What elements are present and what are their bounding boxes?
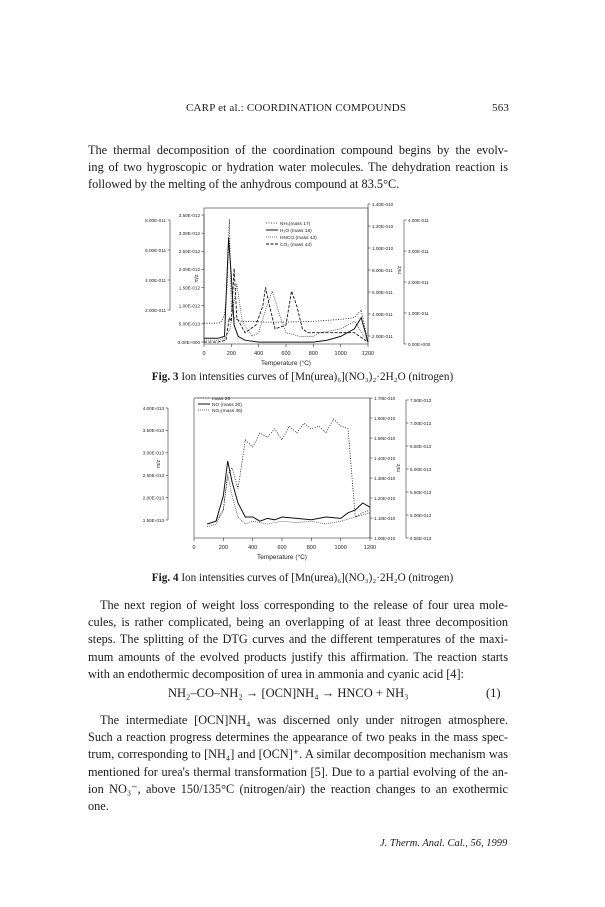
fig4-x-tick-label: 600 <box>277 545 287 551</box>
fig4-x-tick-label: 1200 <box>363 545 377 551</box>
fig4-x-tick-label: 0 <box>192 545 196 551</box>
fig4-series-line <box>207 419 370 524</box>
journal-footer: J. Therm. Anal. Cal., 56, 1999 <box>380 838 508 849</box>
fig3-caption <box>0 371 605 383</box>
fig3-y-axis-title: m/z <box>194 274 200 283</box>
fig3-x-tick-label: 1000 <box>334 351 347 357</box>
fig3-y-tick-label: 8.00E-011 <box>372 267 393 273</box>
intro-paragraph <box>88 142 508 194</box>
fig3-x-axis-label: Temperature (°C) <box>261 360 311 367</box>
text-line: trum, corresponding to [NH₄] and [OCN]⁺. A similar decomposition mechanism was <box>88 747 508 762</box>
fig3-y-tick-label: 2.00E-011 <box>372 333 393 339</box>
text-line: ing of two hygroscopic or hydration water molecules. The dehydration reaction is <box>88 160 508 175</box>
fig3-y-tick-label: 3.50E-012 <box>178 212 200 218</box>
fig3-y-tick-label: 1.20E-010 <box>372 223 394 229</box>
fig4-y-tick-label: 2.00E-013 <box>142 495 164 501</box>
fig3-y-tick-label: 2.50E-012 <box>178 249 200 255</box>
fig3-y-tick-label: 5.00E-013 <box>178 321 200 327</box>
text-line: Such a reaction progress determines the appearance of two peaks in the mass spec- <box>88 730 508 745</box>
fig4-x-tick-label: 1000 <box>334 545 347 551</box>
fig4-y-tick-label: 1.50E-010 <box>374 435 396 441</box>
text-line: with an endothermic decomposition of urea in ammonia and cyanic acid [4]: <box>88 666 464 681</box>
fig4-y-tick-label: 5.50E-013 <box>410 489 432 495</box>
fig4-y-axis-title: m/z <box>156 459 162 469</box>
text-line: The thermal decomposition of the coordination compound begins by the evolv- <box>88 143 508 157</box>
text-line: followed by the melting of the anhydrous compound at 83.5°C. <box>88 177 400 192</box>
fig4-y-tick-label: 1.70E-010 <box>374 395 396 401</box>
fig3-y-axis-title: m/z <box>397 265 403 275</box>
fig4-y-tick-label: 5.00E-013 <box>410 512 432 518</box>
equation: NH₂–CO–NH₂ → [OCN]NH₄ → HNCO + NH₃ <box>168 686 409 700</box>
fig4-y-tick-label: 1.20E-010 <box>374 495 396 501</box>
fig4-y-tick-label: 6.50E-013 <box>410 443 432 449</box>
fig4-y-tick-label: 6.00E-013 <box>410 466 432 472</box>
fig4-y-tick-label: 1.60E-010 <box>374 415 396 421</box>
fig4-legend <box>198 396 243 414</box>
text-line: The intermediate [OCN]NH₄ was discerned only under nitrogen atmosphere. <box>100 713 508 727</box>
text-line: mentioned for urea's thermal transformation [5]. Due to a partial evolving of the an- <box>88 764 508 779</box>
text-line: ion NO₃⁻, above 150/135°C (nitrogen/air) the reaction changes to an exothermic one. <box>88 781 508 814</box>
fig4-y-tick-label: 3.00E-013 <box>142 450 164 456</box>
fig3-y-tick-label: 6.00E-011 <box>145 247 166 253</box>
fig3-y-tick-label: 2.00E-012 <box>178 267 200 273</box>
fig3-legend-label: HNCO (mass 43) <box>280 235 317 241</box>
fig4-series-line <box>207 475 370 527</box>
fig4-caption-label: Fig. 4 <box>151 572 179 584</box>
fig4-caption <box>0 572 605 584</box>
fig3-series-line <box>204 268 368 342</box>
fig4-x-axis-label: Temperature (°C) <box>257 554 307 561</box>
fig4-caption-text: Ion intensities curves of [Mn(urea)₆](NO₃)₂·2H₂O (nitrogen) <box>178 572 454 584</box>
fig4-legend-label: NO (mass 30) <box>212 402 242 408</box>
fig4-legend-label: NO₂(mass 46) <box>212 408 243 414</box>
fig4-y-tick-label: 1.50E-013 <box>142 517 164 523</box>
fig4-y-axis-title: m/z <box>396 463 402 473</box>
fig3-y-tick-label: 8.00E-011 <box>145 217 166 223</box>
fig3-y-tick-label: 4.00E-011 <box>145 277 166 283</box>
text-line: steps. The splitting of the DTG curves and the different temperatures of the maxi- <box>88 632 508 647</box>
fig3-chart <box>130 198 470 373</box>
fig4-y-tick-label: 7.50E-013 <box>410 397 432 403</box>
fig3-y-tick-label: 1.00E-011 <box>408 310 429 316</box>
fig3-y-tick-label: 4.00E-011 <box>408 217 429 223</box>
fig4-y-tick-label: 2.50E-013 <box>142 473 164 478</box>
fig4-legend-label: mass 28 <box>212 396 231 402</box>
fig3-caption-text: Ion intensities curves of [Mn(urea)₆](NO₃)₂·2H₂O (nitrogen) <box>178 371 454 383</box>
fig4-axes <box>143 396 432 561</box>
fig4-plot <box>207 419 370 527</box>
fig3-y-tick-label: 3.00E-012 <box>178 230 200 236</box>
fig3-y-tick-label: 1.00E-012 <box>178 303 200 309</box>
fig3-x-tick-label: 200 <box>226 351 236 357</box>
equation-number: (1) <box>486 686 501 700</box>
fig3-y-tick-label: 1.40E-010 <box>372 201 394 207</box>
fig4-x-tick-label: 800 <box>306 545 316 551</box>
fig3-x-tick-label: 800 <box>308 351 318 357</box>
fig3-series-line <box>204 284 368 343</box>
fig3-y-tick-label: 3.00E-011 <box>408 248 429 254</box>
page-number: 563 <box>492 102 510 114</box>
fig3-legend-label: CO₂ (mass 44) <box>280 242 312 248</box>
text-line: The next region of weight loss corresponding to the release of four urea mole- <box>100 598 508 612</box>
fig3-caption-label: Fig. 3 <box>151 371 179 383</box>
fig3-x-tick-label: 1200 <box>361 351 375 357</box>
fig4-chart <box>130 390 470 570</box>
fig3-legend <box>266 221 317 248</box>
fig3-y-tick-label: 1.00E-010 <box>372 245 394 251</box>
fig3-legend-label: H₂O (mass 18) <box>280 228 312 234</box>
fig4-y-tick-label: 4.00E-013 <box>142 405 164 411</box>
fig3-y-tick-label: 6.00E-011 <box>372 289 393 295</box>
fig3-x-tick-label: 400 <box>254 351 264 357</box>
fig3-y-tick-label: 0.00E+000 <box>177 339 200 345</box>
fig4-y-tick-label: 4.50E-013 <box>410 535 432 541</box>
text-line: cules, is rather complicated, being an overlapping of at least three decomposition <box>88 615 508 630</box>
fig3-y-tick-label: 1.50E-012 <box>178 285 200 291</box>
fig3-x-tick-label: 0 <box>202 351 206 357</box>
text-line: mum amounts of the evolved products justify this affirmation. The reaction starts <box>88 649 508 664</box>
fig3-legend-label: NH₃(mass 17) <box>280 221 311 227</box>
fig4-y-tick-label: 1.30E-010 <box>374 475 396 481</box>
fig3-series-line <box>204 238 368 342</box>
fig4-x-tick-label: 400 <box>248 545 258 551</box>
fig3-y-tick-label: 0.00E+000 <box>408 341 431 347</box>
body-paragraph-1 <box>88 597 508 683</box>
fig4-y-tick-label: 7.00E-013 <box>410 420 432 426</box>
body-paragraph-2 <box>88 712 508 815</box>
running-title: CARP et al.: COORDINATION COMPOUNDS <box>186 102 407 114</box>
fig4-y-tick-label: 3.50E-013 <box>142 428 164 434</box>
fig4-x-tick-label: 200 <box>218 545 228 551</box>
fig3-x-tick-label: 600 <box>281 351 291 357</box>
fig4-y-tick-label: 1.40E-010 <box>374 455 396 461</box>
fig3-y-tick-label: 2.00E-011 <box>408 279 429 285</box>
fig3-y-tick-label: 2.00E-011 <box>145 307 166 313</box>
fig4-y-tick-label: 1.10E-010 <box>374 515 396 521</box>
fig3-y-tick-label: 4.00E-011 <box>372 311 393 317</box>
fig4-y-tick-label: 1.00E-010 <box>374 535 396 541</box>
